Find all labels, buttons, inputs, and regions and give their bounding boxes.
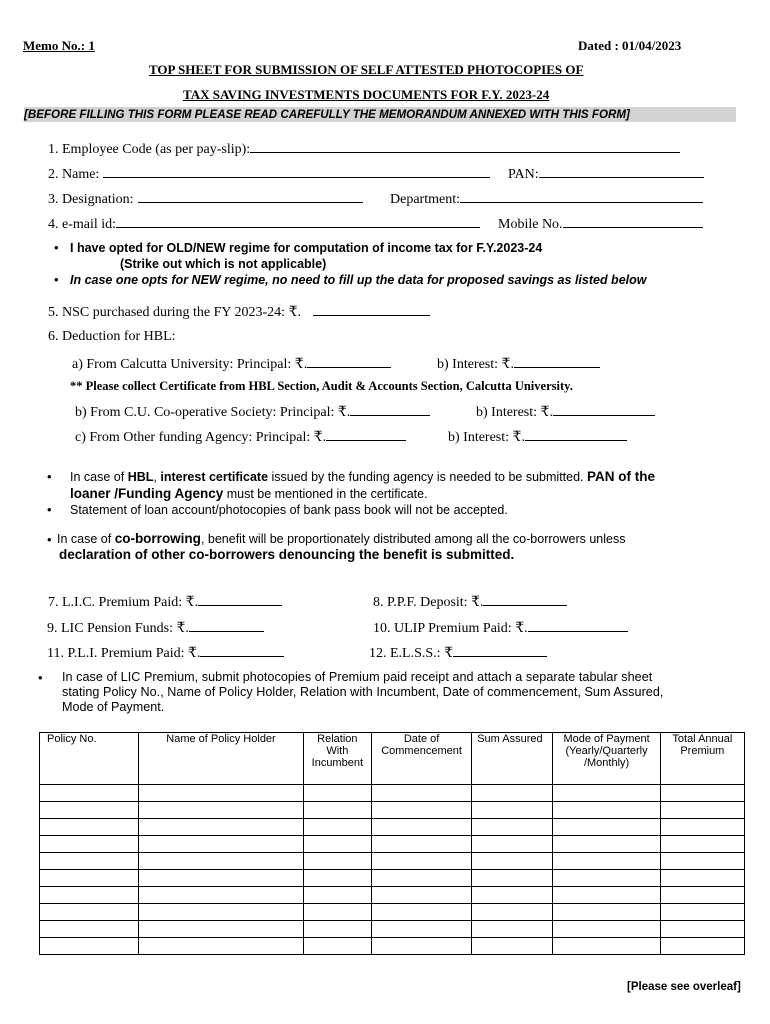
table-row[interactable] xyxy=(40,802,745,819)
lic-note-line-1: In case of LIC Premium, submit photocopies of Premium paid receipt and attach a separate tabular sheet xyxy=(62,670,653,684)
table-row[interactable] xyxy=(40,870,745,887)
elss-field[interactable]: 12. E.L.S.S.: ₹ xyxy=(369,644,547,662)
bullet-icon: • xyxy=(38,670,43,685)
coborrowing-note-cont: declaration of other co-borrowers denouncing the benefit is submitted. xyxy=(59,547,515,562)
col-date-commencement: Date of Commencement xyxy=(371,733,471,785)
ulip-field[interactable]: 10. ULIP Premium Paid: ₹. xyxy=(373,619,628,637)
policy-table xyxy=(39,732,745,955)
designation-field[interactable]: 3. Designation: xyxy=(48,190,363,208)
employee-code-field[interactable]: 1. Employee Code (as per pay-slip): xyxy=(48,140,680,158)
lic-note-line-2: stating Policy No., Name of Policy Holder, Relation with Incumbent, Date of commencement, Sum Assured, xyxy=(62,685,664,699)
notice-banner: [BEFORE FILLING THIS FORM PLEASE READ CAREFULLY THE MEMORANDUM ANNEXED WITH THIS FORM] xyxy=(24,107,736,122)
col-relation: Relation With Incumbent xyxy=(303,733,371,785)
table-row[interactable] xyxy=(40,819,745,836)
pli-field[interactable]: 11. P.L.I. Premium Paid: ₹. xyxy=(47,644,284,662)
bullet-icon: • xyxy=(54,240,59,255)
other-principal-field[interactable]: c) From Other funding Agency: Principal: ₹. xyxy=(75,428,406,446)
regime-strike-note: (Strike out which is not applicable) xyxy=(120,257,327,271)
lic-pension-field[interactable]: 9. LIC Pension Funds: ₹. xyxy=(47,619,264,637)
bullet-icon: • xyxy=(47,532,52,547)
bullet-icon: • xyxy=(47,469,52,484)
new-regime-note: In case one opts for NEW regime, no need to fill up the data for proposed savings as listed below xyxy=(70,273,647,287)
table-row[interactable] xyxy=(40,921,745,938)
hbl-certificate-note: ** Please collect Certificate from HBL Section, Audit & Accounts Section, Calcutta University. xyxy=(70,379,573,393)
nsc-field[interactable]: 5. NSC purchased during the FY 2023-24: ₹. xyxy=(48,303,430,321)
table-row[interactable] xyxy=(40,904,745,921)
table-row[interactable] xyxy=(40,938,745,955)
lic-note-line-3: Mode of Payment. xyxy=(62,700,165,714)
coborrowing-note: In case of co-borrowing, benefit will be proportionately distributed among all the co-borrowers unless xyxy=(57,531,626,546)
regime-option[interactable]: I have opted for OLD/NEW regime for computation of income tax for F.Y.2023-24 xyxy=(70,241,543,255)
lic-premium-field[interactable]: 7. L.I.C. Premium Paid: ₹. xyxy=(48,593,282,611)
page-title-line-2: TAX SAVING INVESTMENTS DOCUMENTS FOR F.Y. 2023-24 xyxy=(183,87,550,102)
pan-field[interactable]: PAN: xyxy=(508,165,704,183)
table-row[interactable] xyxy=(40,887,745,904)
dated: Dated : 01/04/2023 xyxy=(578,38,682,53)
other-interest-field[interactable]: b) Interest: ₹. xyxy=(448,428,627,446)
hbl-note-1-cont: loaner /Funding Agency must be mentioned in the certificate. xyxy=(70,486,428,501)
hbl-heading: 6. Deduction for HBL: xyxy=(48,329,176,344)
coop-principal-field[interactable]: b) From C.U. Co-operative Society: Principal: ₹. xyxy=(75,403,430,421)
table-row[interactable] xyxy=(40,853,745,870)
bullet-icon: • xyxy=(47,502,52,517)
cu-principal-field[interactable]: a) From Calcutta University: Principal: ₹. xyxy=(72,355,391,373)
table-row[interactable] xyxy=(40,785,745,802)
mobile-field[interactable]: Mobile No. xyxy=(498,215,703,233)
name-field[interactable]: 2. Name: xyxy=(48,165,490,183)
overleaf-note: [Please see overleaf] xyxy=(627,981,741,993)
col-sum-assured: Sum Assured xyxy=(472,733,553,785)
bullet-icon: • xyxy=(54,272,59,287)
department-field[interactable]: Department: xyxy=(390,190,703,208)
table-row[interactable] xyxy=(40,836,745,853)
ppf-field[interactable]: 8. P.P.F. Deposit: ₹. xyxy=(373,593,567,611)
table-header-row xyxy=(40,733,745,785)
cu-interest-field[interactable]: b) Interest: ₹. xyxy=(437,355,600,373)
col-total-premium: Total Annual Premium xyxy=(660,733,744,785)
col-policy-holder: Name of Policy Holder xyxy=(139,733,303,785)
coop-interest-field[interactable]: b) Interest: ₹. xyxy=(476,403,655,421)
hbl-note-1: In case of HBL, interest certificate issued by the funding agency is needed to be submitted. PAN of the xyxy=(70,469,655,484)
col-policy-no: Policy No. xyxy=(40,733,139,785)
page-title-line-1: TOP SHEET FOR SUBMISSION OF SELF ATTESTED PHOTOCOPIES OF xyxy=(149,62,584,77)
hbl-note-2: Statement of loan account/photocopies of bank pass book will not be accepted. xyxy=(70,503,508,517)
memo-number: Memo No.: 1 xyxy=(23,38,95,53)
email-field[interactable]: 4. e-mail id: xyxy=(48,215,480,233)
col-mode-of-payment: Mode of Payment (Yearly/Quarterly /Monthly) xyxy=(553,733,660,785)
